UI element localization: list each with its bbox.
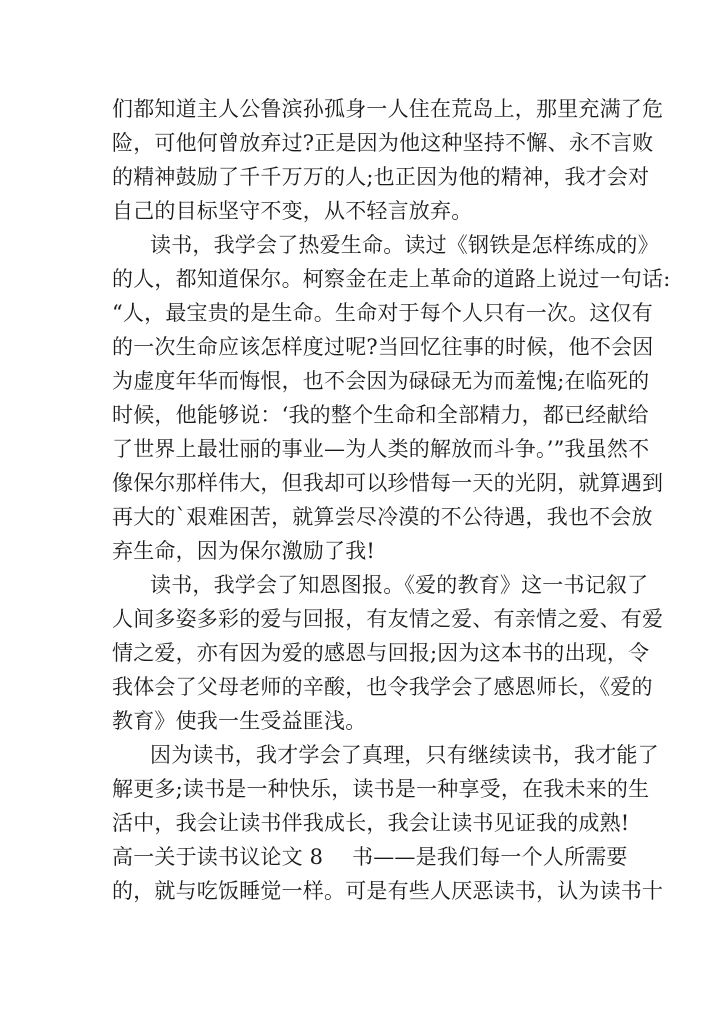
section-title: 高一关于读书议论文 8 bbox=[112, 845, 324, 869]
text-line: 的人，都知道保尔。柯察金在走上革命的道路上说过一句话: bbox=[112, 267, 671, 291]
text-line: 人间多姿多彩的爱与回报，有友情之爱、有亲情之爱、有爱 bbox=[112, 607, 664, 631]
text-line: 自己的目标坚守不变，从不轻言放弃。 bbox=[112, 199, 473, 223]
text-line: 的，就与吃饭睡觉一样。可是有些人厌恶读书，认为读书十 bbox=[112, 879, 664, 903]
section-text: 书——是我们每一个人所需要 bbox=[352, 845, 628, 869]
paragraph-first-line: 读书，我学会了知恩图报。《爱的教育》这一书记叙了 bbox=[150, 573, 649, 597]
text-line: 情之爱，亦有因为爱的感恩与回报;因为这本书的出现，令 bbox=[112, 641, 650, 665]
text-line: 弃生命，因为保尔激励了我! bbox=[112, 539, 376, 563]
text-line: 的精神鼓励了千千万万的人;也正因为他的精神，我才会对 bbox=[112, 165, 650, 189]
text-line: “人，最宝贵的是生命。生命对于每个人只有一次。这仅有 bbox=[112, 301, 653, 325]
text-line: 的一次生命应该怎样度过呢?当回忆往事的时候，他不会因 bbox=[112, 335, 654, 359]
text-line: 们都知道主人公鲁滨孙孤身一人住在荒岛上，那里充满了危 bbox=[112, 97, 664, 121]
text-line: 活中，我会让读书伴我成长，我会让读书见证我的成熟! bbox=[112, 811, 630, 835]
text-line: 时候，他能够说：‘我的整个生命和全部精力，都已经献给 bbox=[112, 403, 649, 427]
text-line: 解更多;读书是一种快乐，读书是一种享受，在我未来的生 bbox=[112, 777, 650, 801]
text-line: 像保尔那样伟大，但我却可以珍惜每一天的光阴，就算遇到 bbox=[112, 471, 664, 495]
text-line: 为虚度年华而悔恨，也不会因为碌碌无为而羞愧;在临死的 bbox=[112, 369, 650, 393]
text-line: 再大的`艰难困苦，就算尝尽冷漠的不公待遇，我也不会放 bbox=[112, 505, 653, 529]
text-line: 险，可他何曾放弃过?正是因为他这种坚持不懈、永不言败 bbox=[112, 131, 654, 155]
text-line: 我体会了父母老师的辛酸，也令我学会了感恩师长，《爱的 bbox=[112, 675, 653, 699]
paragraph-first-line: 读书，我学会了热爱生命。读过《钢铁是怎样练成的》 bbox=[150, 233, 659, 257]
section-heading-line bbox=[112, 843, 628, 871]
paragraph-first-line: 因为读书，我才学会了真理，只有继续读书，我才能了 bbox=[150, 743, 659, 767]
text-line: 了世界上最壮丽的事业—为人类的解放而斗争。’”我虽然不 bbox=[112, 437, 650, 461]
text-line: 教育》使我一生受益匪浅。 bbox=[112, 709, 367, 733]
